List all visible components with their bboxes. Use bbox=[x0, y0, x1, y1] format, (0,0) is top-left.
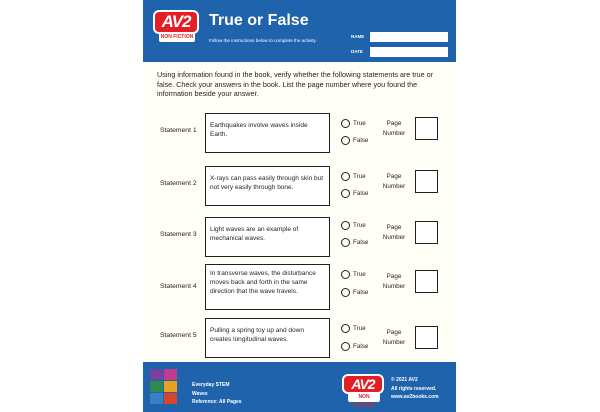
page-number-label: Page Number bbox=[382, 273, 406, 290]
statement-row bbox=[143, 318, 456, 358]
false-option[interactable] bbox=[341, 189, 381, 198]
true-label: True bbox=[353, 325, 366, 332]
page-number-box[interactable] bbox=[415, 270, 438, 293]
page-number-box[interactable] bbox=[415, 117, 438, 140]
av2-logo bbox=[340, 374, 388, 409]
reference-pages: Reference: All Pages bbox=[192, 399, 242, 406]
true-radio[interactable] bbox=[341, 270, 350, 279]
statement-label: Statement 4 bbox=[160, 283, 197, 290]
cover-thumbnail bbox=[150, 369, 163, 380]
footer-bar bbox=[143, 362, 456, 412]
false-option[interactable] bbox=[341, 238, 381, 247]
worksheet-page bbox=[143, 0, 456, 412]
name-field[interactable] bbox=[370, 32, 448, 42]
true-label: True bbox=[353, 120, 366, 127]
false-label: False bbox=[353, 343, 369, 350]
rights-text: All rights reserved. bbox=[391, 385, 437, 392]
instructions: Using information found in the book, verify whether the following statements are true or false. Check your answers in the book. List the page number where you found the information beside your answer. bbox=[157, 70, 434, 99]
logo-text: AV2 bbox=[342, 374, 384, 394]
statement-text: X-rays can pass easily through skin but not very easily through bone. bbox=[205, 166, 330, 206]
page-subtitle: Follow the instructions below to complete the activity. bbox=[209, 38, 317, 43]
series-name: Everyday STEM bbox=[192, 382, 230, 388]
true-radio[interactable] bbox=[341, 324, 350, 333]
true-radio[interactable] bbox=[341, 119, 350, 128]
true-option[interactable] bbox=[341, 324, 381, 333]
statement-row bbox=[143, 113, 456, 153]
statement-text: Light waves are an example of mechanical waves. bbox=[205, 217, 330, 257]
true-label: True bbox=[353, 271, 366, 278]
true-radio[interactable] bbox=[341, 221, 350, 230]
website-link[interactable]: www.av2books.com bbox=[391, 394, 439, 400]
statement-text: Earthquakes involve waves inside Earth. bbox=[205, 113, 330, 153]
cover-thumbnail bbox=[164, 381, 177, 392]
false-radio[interactable] bbox=[341, 136, 350, 145]
date-label: DATE bbox=[351, 49, 363, 54]
statement-label: Statement 3 bbox=[160, 231, 197, 238]
statement-text: In transverse waves, the disturbance moves back and forth in the same direction that the wave travels. bbox=[205, 264, 330, 310]
book-title: Waves bbox=[192, 390, 208, 397]
false-label: False bbox=[353, 137, 369, 144]
true-label: True bbox=[353, 222, 366, 229]
logo-subtext: NON FICTION bbox=[160, 34, 194, 40]
false-radio[interactable] bbox=[341, 238, 350, 247]
page-number-label: Page Number bbox=[382, 224, 406, 241]
copyright-info bbox=[391, 376, 439, 402]
statement-row bbox=[143, 264, 456, 304]
false-label: False bbox=[353, 239, 369, 246]
page-number-label: Page Number bbox=[382, 329, 406, 346]
true-label: True bbox=[353, 173, 366, 180]
page-number-box[interactable] bbox=[415, 221, 438, 244]
book-info bbox=[192, 381, 242, 407]
cover-thumbnail bbox=[150, 393, 163, 404]
statement-label: Statement 2 bbox=[160, 180, 197, 187]
statement-row bbox=[143, 166, 456, 206]
statement-row bbox=[143, 217, 456, 257]
date-field[interactable] bbox=[370, 47, 448, 57]
false-option[interactable] bbox=[341, 136, 381, 145]
true-option[interactable] bbox=[341, 221, 381, 230]
false-label: False bbox=[353, 190, 369, 197]
cover-thumbnail bbox=[150, 381, 163, 392]
book-cover-thumbnails bbox=[150, 369, 178, 405]
page-title: True or False bbox=[209, 12, 309, 29]
page-number-box[interactable] bbox=[415, 170, 438, 193]
av2-logo bbox=[151, 10, 201, 42]
true-option[interactable] bbox=[341, 119, 381, 128]
false-radio[interactable] bbox=[341, 288, 350, 297]
page-number-label: Page Number bbox=[382, 173, 406, 190]
page-number-label: Page Number bbox=[382, 120, 406, 137]
page-number-box[interactable] bbox=[415, 326, 438, 349]
true-option[interactable] bbox=[341, 270, 381, 279]
name-label: NAME bbox=[351, 34, 365, 39]
statement-label: Statement 1 bbox=[160, 127, 197, 134]
false-label: False bbox=[353, 289, 369, 296]
false-radio[interactable] bbox=[341, 189, 350, 198]
copyright-text: © 2021 AV2 bbox=[391, 377, 418, 383]
true-radio[interactable] bbox=[341, 172, 350, 181]
cover-thumbnail bbox=[164, 393, 177, 404]
logo-text: AV2 bbox=[153, 10, 199, 34]
true-option[interactable] bbox=[341, 172, 381, 181]
false-option[interactable] bbox=[341, 288, 381, 297]
logo-subtext: NON FICTION bbox=[348, 393, 380, 402]
false-radio[interactable] bbox=[341, 342, 350, 351]
false-option[interactable] bbox=[341, 342, 381, 351]
statement-label: Statement 5 bbox=[160, 332, 197, 339]
header-bar bbox=[143, 0, 456, 62]
cover-thumbnail bbox=[164, 369, 177, 380]
statement-text: Pulling a spring toy up and down creates longitudinal waves. bbox=[205, 318, 330, 358]
